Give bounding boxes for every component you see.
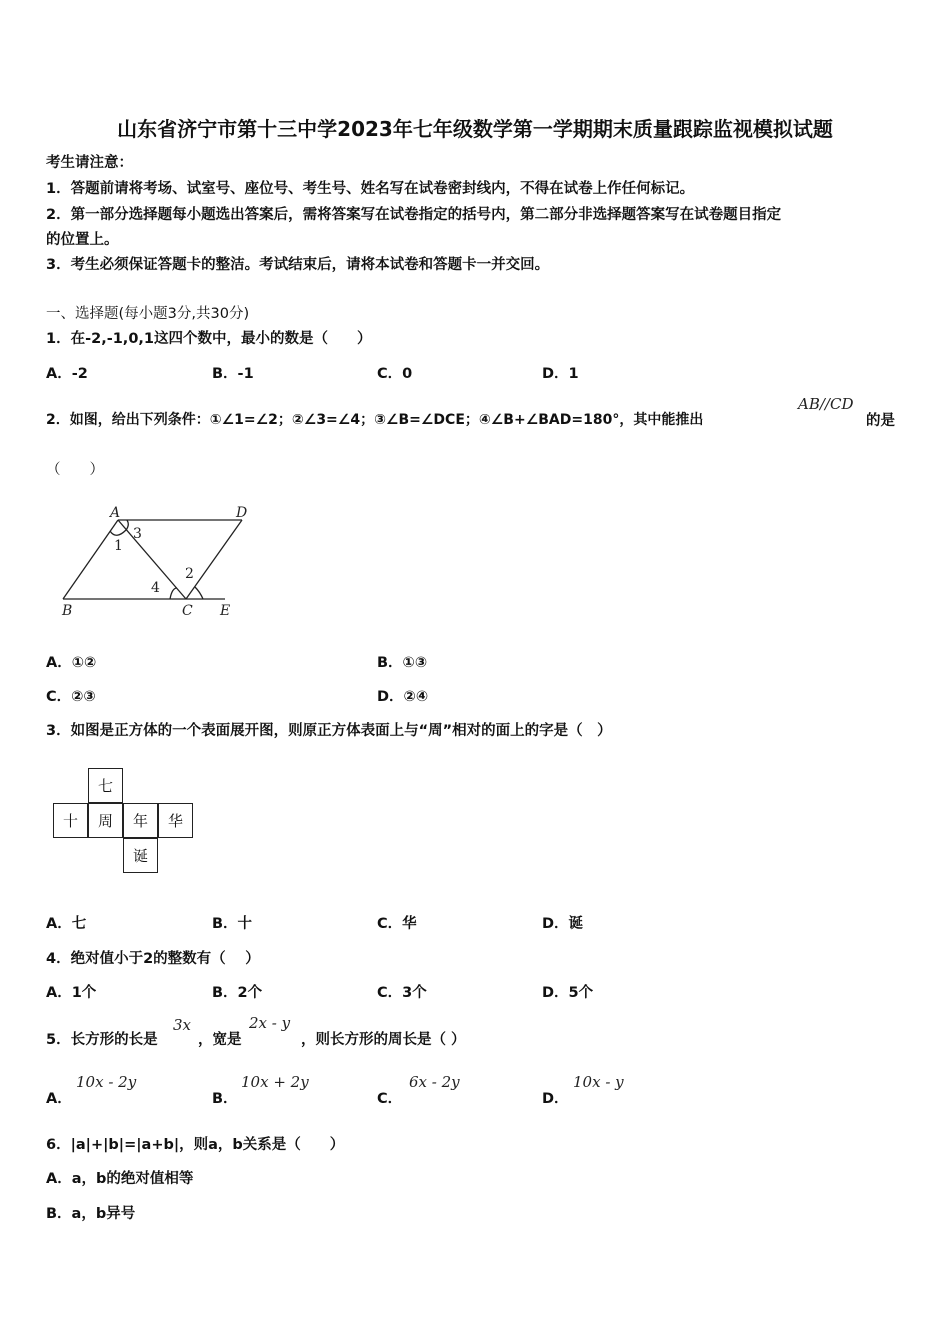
section-heading: 一、选择题(每小题3分,共30分) [46, 306, 250, 322]
q5-option-c-value: 6x - 2y [409, 1073, 460, 1091]
line-cd [186, 520, 242, 599]
net-cell: 华 [158, 803, 193, 838]
notice-item: 1．答题前请将考场、试室号、座位号、考生号、姓名写在试卷密封线内，不得在试卷上作任何标记。 [46, 181, 695, 197]
q3-option-c: C．华 [377, 916, 417, 932]
q5-stem-a: 5．长方形的长是 [46, 1032, 158, 1048]
q4-option-d: D．5个 [542, 985, 594, 1001]
q4-stem: 4．绝对值小于2的整数有（ ） [46, 951, 260, 967]
q2-option-d: D．②④ [377, 689, 429, 705]
q2-tail: 的是 [866, 413, 895, 429]
net-cell: 年 [123, 803, 158, 838]
net-cell-top: 七 [88, 768, 123, 803]
q5-width: 2x - y [249, 1014, 291, 1032]
q2-figure [50, 500, 270, 625]
label-c: C [182, 603, 193, 619]
q5-option-a-value: 10x - 2y [76, 1073, 137, 1091]
q1-option-c: C．0 [377, 366, 413, 382]
q3-option-d: D．诞 [542, 916, 584, 932]
q5-option-d-letter: D． [542, 1091, 569, 1107]
q5-length: 3x [173, 1016, 192, 1034]
q1-option-a: A．-2 [46, 366, 88, 382]
q2-option-a: A．①② [46, 655, 97, 671]
q2-paren: （ ） [46, 462, 104, 478]
q4-option-a: A．1个 [46, 985, 97, 1001]
net-cell: 十 [53, 803, 88, 838]
q2-option-b: B．①③ [377, 655, 428, 671]
q2-option-c: C．②③ [46, 689, 96, 705]
q2-stem: 2．如图，给出下列条件：①∠1=∠2；②∠3=∠4；③∠B=∠DCE；④∠B+∠BAD=180°，其中能推出 [46, 412, 704, 428]
q2-formula: AB//CD [798, 395, 854, 413]
q3-option-b: B．十 [212, 916, 253, 932]
angle-3-label: 3 [133, 526, 142, 542]
q3-stem: 3．如图是正方体的一个表面展开图，则原正方体表面上与“周”相对的面上的字是（ ） [46, 723, 612, 739]
line-ab [63, 520, 118, 599]
label-d: D [236, 505, 248, 521]
notice-item: 2．第一部分选择题每小题选出答案后，需将答案写在试卷指定的括号内，第二部分非选择题答案写在试卷题目指定 [46, 207, 782, 223]
angle-1-label: 1 [114, 538, 123, 554]
q5-stem-b: ，宽是 [198, 1032, 242, 1048]
angle-2-arc [195, 587, 203, 599]
angle-4-arc [170, 588, 177, 599]
label-b: B [62, 603, 73, 619]
q4-option-c: C．3个 [377, 985, 427, 1001]
label-a: A [110, 505, 121, 521]
q5-option-b-value: 10x + 2y [241, 1073, 309, 1091]
q4-option-b: B．2个 [212, 985, 263, 1001]
q1-stem: 1．在-2,-1,0,1这四个数中，最小的数是（ ） [46, 331, 372, 347]
angle-4-label: 4 [151, 580, 160, 596]
q5-option-c-letter: C． [377, 1091, 403, 1107]
q1-option-d: D．1 [542, 366, 579, 382]
q3-option-a: A．七 [46, 916, 87, 932]
page-title: 山东省济宁市第十三中学2023年七年级数学第一学期期末质量跟踪监视模拟试题 [117, 117, 833, 141]
angle-1-arc [110, 530, 126, 535]
q6-option-b: B．a，b异号 [46, 1206, 136, 1222]
notice-heading: 考生请注意： [46, 155, 133, 171]
label-e: E [220, 603, 231, 619]
q6-option-a: A．a，b的绝对值相等 [46, 1171, 194, 1187]
q5-option-a-letter: A． [46, 1091, 72, 1107]
angle-3-arc [126, 520, 128, 530]
q6-stem: 6．|a|+|b|=|a+b|，则a，b关系是（ ） [46, 1137, 345, 1153]
q5-option-d-value: 10x - y [573, 1073, 624, 1091]
notice-item: 的位置上。 [46, 232, 119, 248]
angle-2-label: 2 [185, 566, 194, 582]
q1-option-b: B．-1 [212, 366, 254, 382]
q5-stem-c: ，则长方形的周长是（ ） [301, 1032, 466, 1048]
net-cell: 周 [88, 803, 123, 838]
notice-item: 3．考生必须保证答题卡的整洁。考试结束后，请将本试卷和答题卡一并交回。 [46, 257, 550, 273]
q5-option-b-letter: B． [212, 1091, 238, 1107]
net-cell-bottom: 诞 [123, 838, 158, 873]
